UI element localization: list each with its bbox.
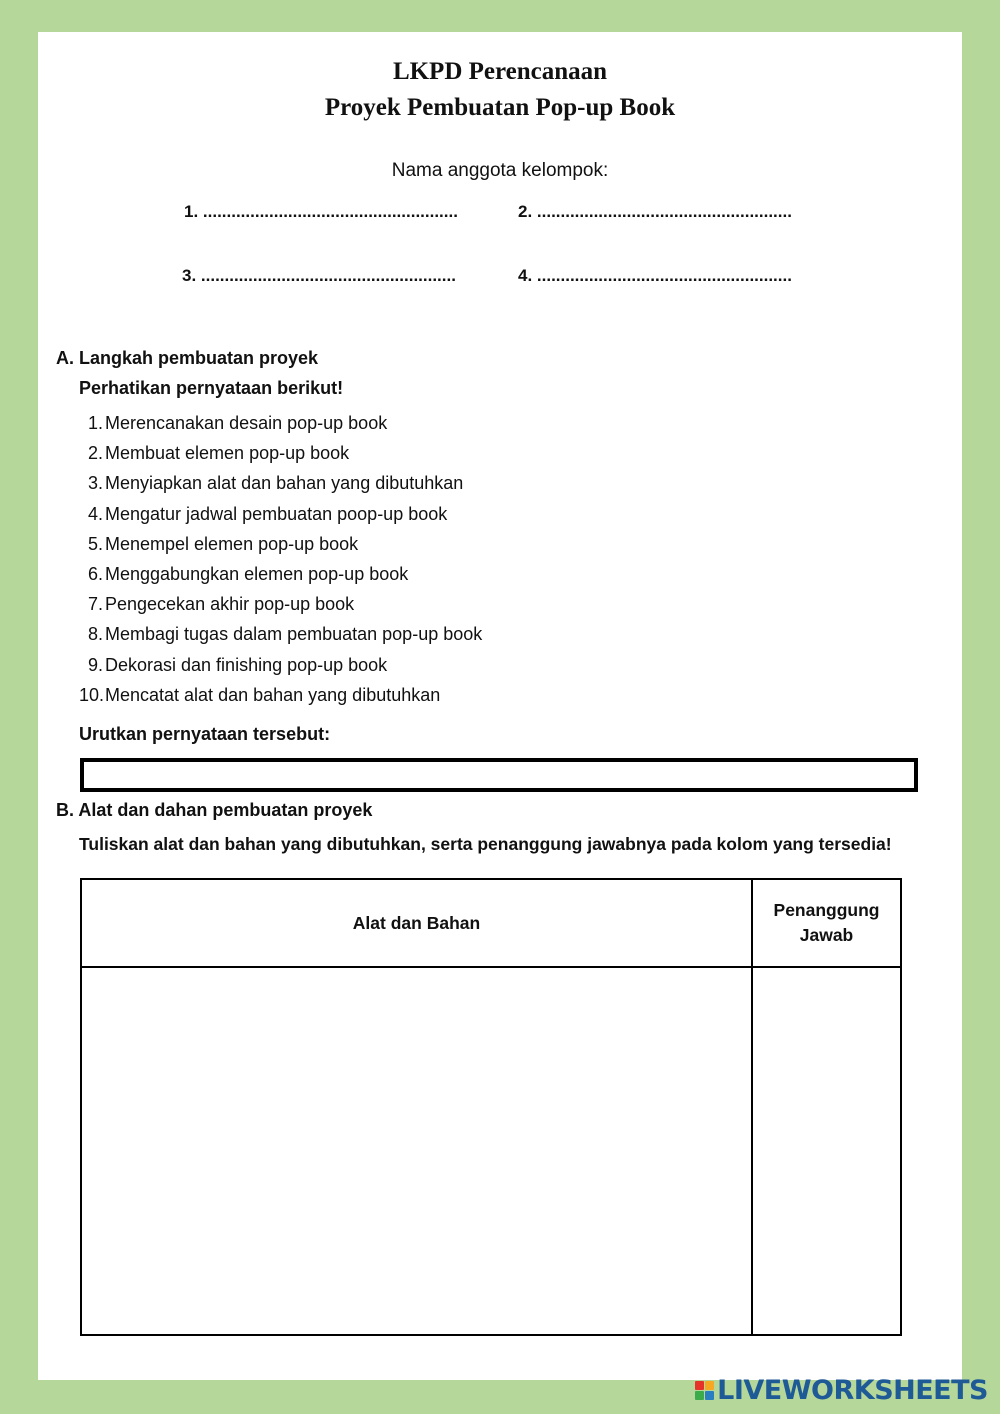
step-number: 5.: [87, 533, 103, 554]
steps-list: [79, 408, 482, 710]
step-text: Pengecekan akhir pop-up book: [105, 594, 355, 615]
section-a-instruction: Perhatikan pernyataan berikut!: [79, 378, 344, 398]
member-name-field-1[interactable]: 1. ......................................................: [184, 202, 458, 221]
step-number: 8.: [87, 624, 103, 645]
step-text: Menempel elemen pop-up book: [105, 533, 359, 554]
member-name-field-3[interactable]: 3. ......................................................: [182, 266, 456, 285]
liveworksheets-logo: [695, 1372, 988, 1408]
step-text: Menggabungkan elemen pop-up book: [105, 563, 409, 584]
list-item: [79, 559, 482, 589]
column-header-responsible-line2: Jawab: [799, 925, 854, 945]
list-item: [79, 680, 482, 710]
worksheet-page: [38, 32, 962, 1380]
list-item: [79, 438, 482, 468]
list-item: [79, 589, 482, 619]
step-number: 7.: [87, 594, 103, 615]
list-item: [79, 529, 482, 559]
step-number: 2.: [87, 443, 103, 464]
page-title-line1: LKPD Perencanaan: [392, 58, 608, 85]
column-header-responsible: [753, 880, 900, 966]
step-text: Menyiapkan alat dan bahan yang dibutuhkan: [105, 473, 464, 494]
order-label: Urutkan pernyataan tersebut:: [79, 724, 331, 744]
list-item: [79, 499, 482, 529]
step-number: 4.: [87, 503, 103, 524]
column-header-responsible-line1: Penanggung: [773, 900, 880, 920]
materials-input-cell[interactable]: [82, 968, 751, 1334]
step-number: 10.: [79, 684, 105, 705]
list-item: [79, 619, 482, 649]
member-name-field-4[interactable]: 4. ......................................................: [518, 266, 792, 285]
step-text: Dekorasi dan finishing pop-up book: [105, 654, 388, 675]
column-header-materials: Alat dan Bahan: [352, 912, 481, 933]
liveworksheets-icon: [695, 1381, 714, 1400]
order-answer-input[interactable]: [80, 758, 918, 792]
step-number: 6.: [87, 563, 103, 584]
group-members-label: Nama anggota kelompok:: [391, 160, 609, 181]
section-b-heading: B. Alat dan dahan pembuatan proyek: [56, 800, 373, 820]
step-text: Membuat elemen pop-up book: [105, 443, 350, 464]
step-text: Mencatat alat dan bahan yang dibutuhkan: [105, 684, 441, 705]
member-name-field-2[interactable]: 2. ......................................................: [518, 202, 792, 221]
list-item: [79, 408, 482, 438]
step-number: 3.: [87, 473, 103, 494]
section-b-instruction: Tuliskan alat dan bahan yang dibutuhkan, serta penanggung jawabnya pada kolom yang tersedia!: [79, 834, 892, 854]
step-text: Membagi tugas dalam pembuatan pop-up book: [105, 624, 483, 645]
section-a-heading: A. Langkah pembuatan proyek: [56, 348, 319, 368]
brand-name: LIVEWORKSHEETS: [717, 1374, 988, 1406]
list-item: [79, 650, 482, 680]
step-number: 1.: [87, 413, 103, 433]
step-text: Merencanakan desain pop-up book: [105, 413, 388, 433]
responsible-input-cell[interactable]: [753, 968, 900, 1334]
step-text: Mengatur jadwal pembuatan poop-up book: [105, 503, 448, 524]
page-title-line2: Proyek Pembuatan Pop-up Book: [324, 94, 676, 121]
step-number: 9.: [87, 654, 103, 675]
materials-table: [80, 878, 902, 1336]
list-item: [79, 468, 482, 498]
